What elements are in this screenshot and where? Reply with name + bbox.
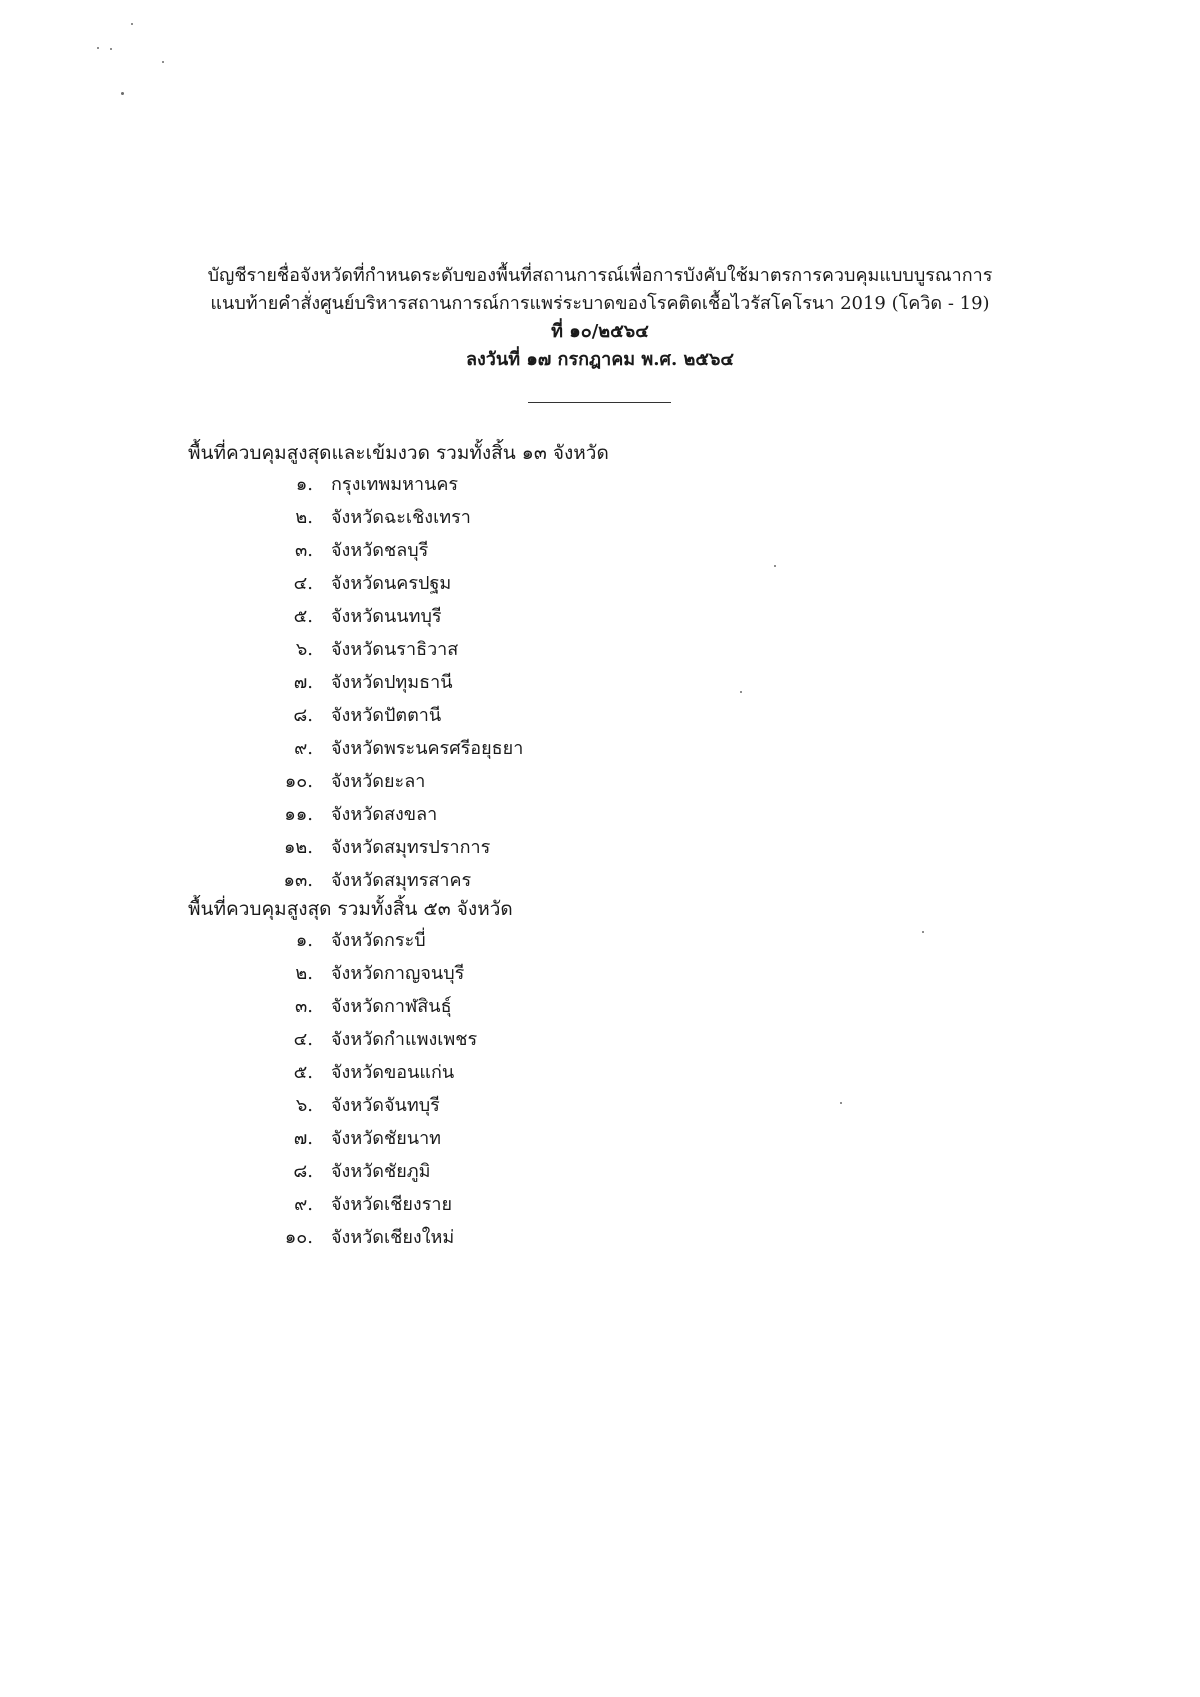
list-item: [0, 699, 1200, 732]
header-title-line-1: บัญชีรายชื่อจังหวัดที่กำหนดระดับของพื้นที่สถานการณ์เพื่อการบังคับใช้มาตรการควบคุมแบบบูรณาการ: [207, 265, 993, 286]
item-number: ๘.: [293, 1161, 313, 1182]
list-item: [0, 534, 1200, 567]
province-name: จังหวัดชัยนาท: [331, 1128, 442, 1149]
list-item: [0, 1188, 1200, 1221]
list-item: [0, 567, 1200, 600]
province-name: จังหวัดสมุทรสาคร: [331, 870, 472, 891]
item-number: ๒.: [295, 963, 313, 984]
list-item: [0, 633, 1200, 666]
province-name: จังหวัดปัตตานี: [331, 705, 442, 726]
list-item: [0, 990, 1200, 1023]
list-item: [0, 732, 1200, 765]
item-number: ๑.: [295, 930, 313, 951]
section-1-list: [0, 468, 1200, 897]
item-number: ๙.: [294, 1194, 313, 1215]
province-name: จังหวัดปทุมธานี: [331, 672, 453, 693]
list-item: [0, 600, 1200, 633]
item-number: ๕.: [293, 1062, 313, 1083]
item-number: ๘.: [293, 705, 313, 726]
header-divider: [528, 402, 671, 403]
list-item: [0, 468, 1200, 501]
list-item: [0, 1122, 1200, 1155]
list-item: [0, 864, 1200, 897]
list-item: [0, 1221, 1200, 1254]
list-item: [0, 1155, 1200, 1188]
province-name: จังหวัดกำแพงเพชร: [331, 1029, 478, 1050]
item-number: ๕.: [293, 606, 313, 627]
order-date: ลงวันที่ ๑๗ กรกฎาคม พ.ศ. ๒๕๖๔: [465, 349, 735, 370]
list-item: [0, 501, 1200, 534]
province-name: จังหวัดยะลา: [331, 771, 426, 792]
item-number: ๑๑.: [284, 804, 313, 825]
item-number: ๖.: [295, 639, 313, 660]
item-number: ๑๓.: [283, 870, 313, 891]
item-number: ๑๐.: [284, 1227, 313, 1248]
item-number: ๑๐.: [284, 771, 313, 792]
province-name: จังหวัดนราธิวาส: [331, 639, 459, 660]
list-item: [0, 831, 1200, 864]
scan-speck: [131, 23, 133, 25]
item-number: ๒.: [295, 507, 313, 528]
item-number: ๑.: [295, 474, 313, 495]
province-name: จังหวัดกาญจนบุรี: [331, 963, 465, 984]
list-item: [0, 957, 1200, 990]
item-number: ๗.: [293, 672, 313, 693]
province-name: จังหวัดเชียงราย: [331, 1194, 453, 1215]
item-number: ๖.: [295, 1095, 313, 1116]
province-name: กรุงเทพมหานคร: [331, 474, 459, 495]
item-number: ๓.: [294, 540, 313, 561]
scan-speck: [97, 47, 99, 49]
item-number: ๑๒.: [283, 837, 313, 858]
section-2-title: พื้นที่ควบคุมสูงสุด รวมทั้งสิ้น ๕๓ จังหวัด: [188, 898, 513, 920]
province-name: จังหวัดพระนครศรีอยุธยา: [331, 738, 524, 759]
item-number: ๗.: [293, 1128, 313, 1149]
province-name: จังหวัดกาฬสินธุ์: [331, 996, 452, 1017]
item-number: ๔.: [293, 1029, 313, 1050]
province-name: จังหวัดสมุทรปราการ: [331, 837, 491, 858]
item-number: ๓.: [294, 996, 313, 1017]
item-number: ๔.: [293, 573, 313, 594]
province-name: จังหวัดชัยภูมิ: [331, 1161, 431, 1182]
list-item: [0, 765, 1200, 798]
scan-speck: [121, 92, 124, 95]
scan-speck: [110, 48, 112, 50]
header-title-line-2: แนบท้ายคำสั่งศูนย์บริหารสถานการณ์การแพร่ระบาดของโรคติดเชื้อไวรัสโคโรนา 2019 (โควิด - 19): [210, 293, 990, 314]
province-name: จังหวัดเชียงใหม่: [331, 1227, 455, 1248]
list-item: [0, 1089, 1200, 1122]
province-name: จังหวัดสงขลา: [331, 804, 438, 825]
section-1-title: พื้นที่ควบคุมสูงสุดและเข้มงวด รวมทั้งสิ้น ๑๓ จังหวัด: [188, 442, 609, 464]
section-2-list: [0, 924, 1200, 1254]
scan-speck: [162, 61, 164, 63]
document-header: [150, 262, 1050, 374]
list-item: [0, 666, 1200, 699]
list-item: [0, 1056, 1200, 1089]
order-number: ที่ ๑๐/๒๕๖๔: [551, 321, 649, 342]
province-name: จังหวัดชลบุรี: [331, 540, 429, 561]
province-name: จังหวัดกระบี่: [331, 930, 426, 951]
list-item: [0, 924, 1200, 957]
province-name: จังหวัดขอนแก่น: [331, 1062, 455, 1083]
list-item: [0, 798, 1200, 831]
item-number: ๙.: [294, 738, 313, 759]
province-name: จังหวัดฉะเชิงเทรา: [331, 507, 471, 528]
province-name: จังหวัดจันทบุรี: [331, 1095, 440, 1116]
province-name: จังหวัดนครปฐม: [331, 573, 452, 594]
province-name: จังหวัดนนทบุรี: [331, 606, 442, 627]
list-item: [0, 1023, 1200, 1056]
